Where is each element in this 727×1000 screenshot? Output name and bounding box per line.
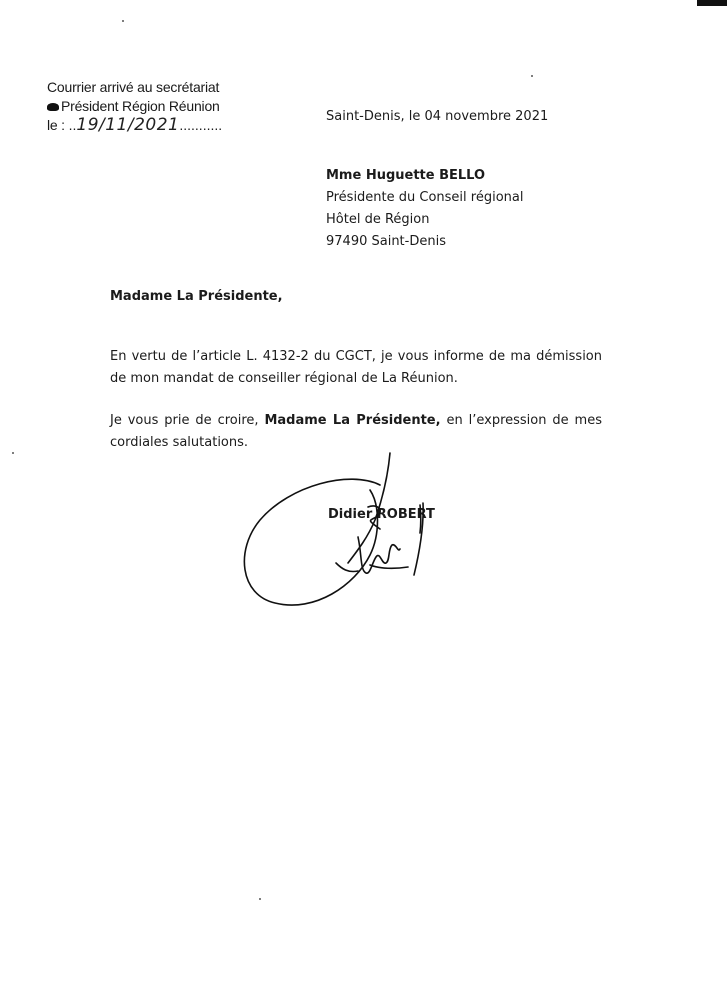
scan-speck	[259, 898, 261, 900]
stamp-date-handwritten: 19/11/2021	[76, 115, 180, 135]
recipient-address-2: 97490 Saint-Denis	[326, 234, 446, 249]
handwritten-signature	[230, 445, 440, 615]
paragraph-2-end: en l’expression de mes cordiales salutations.	[110, 413, 602, 450]
recipient-name: Mme Huguette BELLO	[326, 168, 486, 183]
stamp-line-2	[47, 97, 222, 116]
paragraph-2-start: Je vous prie de croire,	[110, 413, 265, 428]
salutation: Madame La Présidente,	[110, 289, 283, 304]
scan-speck	[531, 75, 533, 77]
paragraph-2-bold: Madame La Présidente,	[264, 413, 441, 428]
paragraph-1: En vertu de l’article L. 4132-2 du CGCT, je vous informe de ma démission de mon mandat de conseiller régional de La Réunion.	[110, 349, 602, 386]
stamp-date-prefix: le :	[47, 117, 65, 133]
recipient-block	[326, 165, 523, 253]
signer-name: Didier ROBERT	[328, 507, 435, 522]
place-date: Saint-Denis, le 04 novembre 2021	[326, 109, 549, 124]
recipient-address-1: Hôtel de Région	[326, 212, 430, 227]
stamp-line-2-text: Président Région Réunion	[61, 98, 220, 114]
stamp-date-dots: ...........	[179, 117, 223, 133]
scan-speck	[122, 20, 124, 22]
recipient-title: Présidente du Conseil régional	[326, 190, 524, 205]
reception-stamp	[47, 78, 222, 135]
stamp-line-1: Courrier arrivé au secrétariat	[47, 79, 220, 95]
stamp-bullet-icon	[47, 103, 59, 111]
scan-speck	[12, 452, 14, 454]
stamp-date-line: le : ..19/11/2021...........	[47, 115, 223, 135]
scan-corner-mark	[697, 0, 727, 6]
